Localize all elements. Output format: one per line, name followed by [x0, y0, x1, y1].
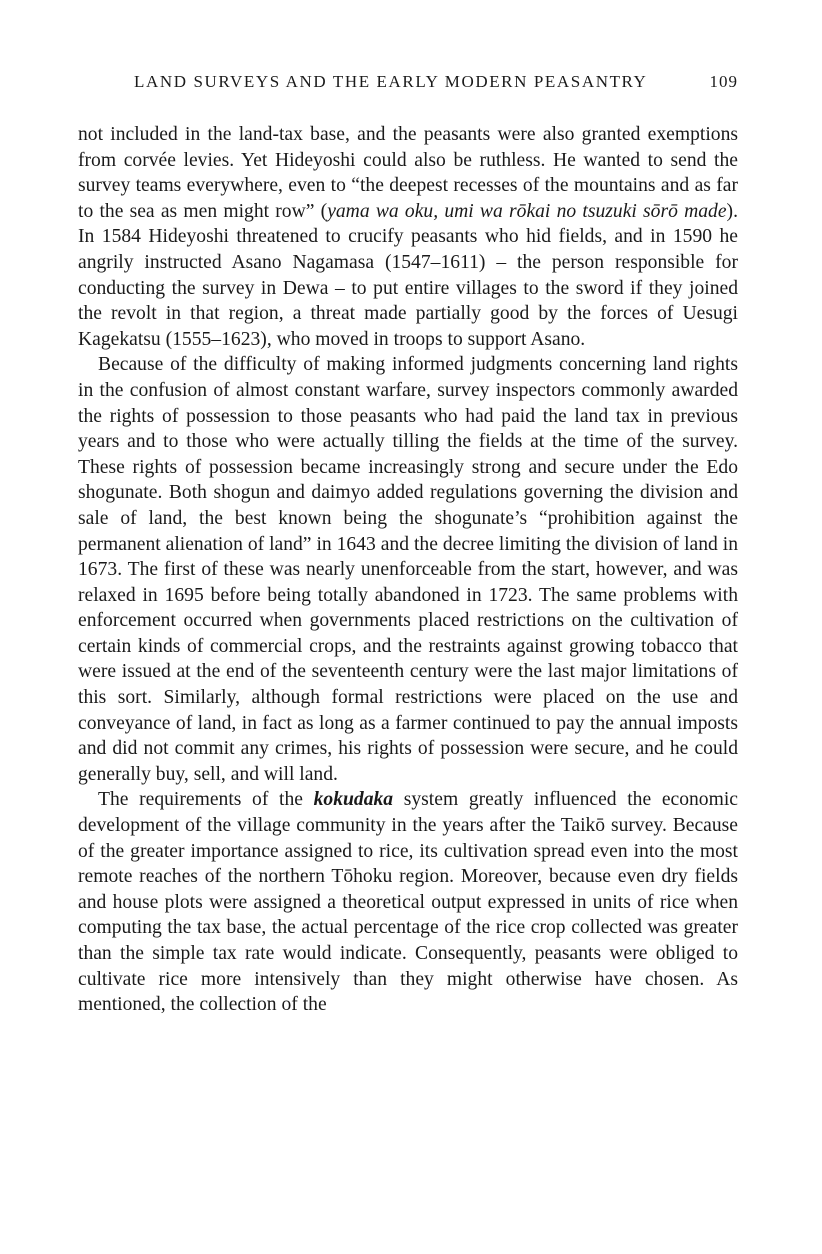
running-head [78, 68, 738, 96]
paragraph-3-text-a: The requirements of the [98, 789, 314, 811]
page-number: 109 [709, 72, 738, 91]
running-head-title: LAND SURVEYS AND THE EARLY MODERN PEASANTRY [134, 72, 648, 91]
paragraph-1-text-a: not included in the land-tax base, and the peasants were also granted exemptions from corvée levies. Yet Hideyoshi could also be ruthless. He wanted to send the survey teams everywhere, even to “the deepest recesses of the mountains and as far to the sea as men might row” ( [78, 124, 738, 222]
paragraph-3 [78, 787, 738, 1017]
paragraph-1 [78, 122, 738, 352]
book-page [78, 68, 738, 1018]
paragraph-1-text-b: ). In 1584 Hideyoshi threatened to crucify peasants who hid fields, and in 1590 he angrily instructed Asano Nagamasa (1547–1611) – the person responsible for conducting the survey in Dewa – to put entire villages to the sword if they joined the revolt in that region, a threat made partially good by the forces of Uesugi Kagekatsu (1555–1623), who moved in troops to support Asano. [78, 200, 738, 350]
paragraph-1-italic-phrase: yama wa oku, umi wa rōkai no tsuzuki sōrō made [327, 200, 727, 222]
body-text [78, 122, 738, 1018]
paragraph-2: Because of the difficulty of making informed judgments concerning land rights in the confusion of almost constant warfare, survey inspectors commonly awarded the rights of possession to those peasants who had paid the land tax in previous years and to those who were actually tilling the fields at the time of the survey. These rights of possession became increasingly strong and secure under the Edo shogunate. Both shogun and daimyo added regulations governing the division and sale of land, the best known being the shogunate’s “prohibition against the permanent alienation of land” in 1643 and the decree limiting the division of land in 1673. The first of these was nearly unenforceable from the start, however, and was relaxed in 1695 before being totally abandoned in 1723. The same problems with enforcement occurred when governments placed restrictions on the cultivation of certain kinds of commercial crops, and the restraints against growing tobacco that were issued at the end of the seventeenth century were the last major limitations of this sort. Similarly, although formal restrictions were placed on the use and conveyance of land, in fact as long as a farmer continued to pay the annual imposts and did not commit any crimes, his rights of possession were secure, and he could generally buy, sell, and will land. [78, 354, 738, 785]
paragraph-3-italic-term: kokudaka [313, 789, 394, 811]
paragraph-3-text-b: system greatly influenced the economic development of the village community in the years after the Taikō survey. Because of the greater importance assigned to rice, its cultivation spread even into the most remote reaches of the northern Tōhoku region. Moreover, because even dry fields and house plots were assigned a theoretical output expressed in units of rice when computing the tax base, the actual percentage of the rice crop collected was greater than the simple tax rate would indicate. Consequently, peasants were obliged to cultivate rice more intensively than they might otherwise have chosen. As mentioned, the collection of the [78, 789, 738, 1016]
